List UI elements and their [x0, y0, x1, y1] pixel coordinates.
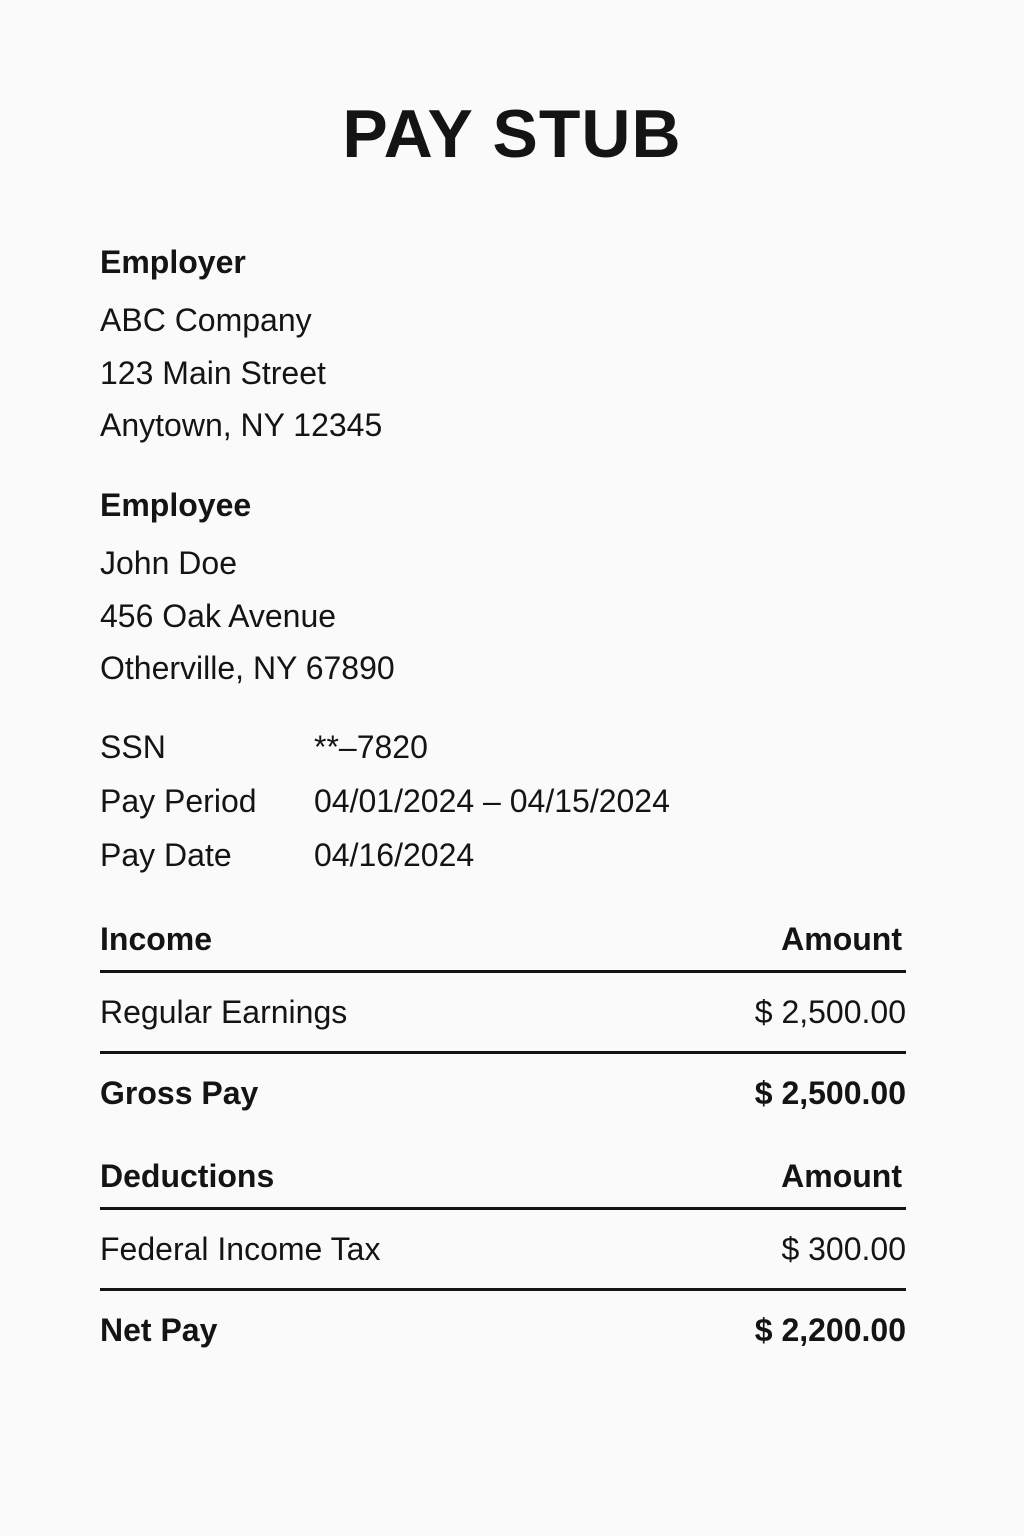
- employer-street: 123 Main Street: [100, 354, 326, 391]
- employer-section: [100, 242, 382, 452]
- net-pay-amount: $ 2,200.00: [754, 1312, 906, 1348]
- employee-name: John Doe: [100, 545, 237, 581]
- table-row: [100, 1210, 906, 1291]
- gross-pay-label: Gross Pay: [100, 1075, 259, 1111]
- deductions-table: [100, 1145, 906, 1369]
- gross-pay-row: [100, 1054, 906, 1132]
- pay-period-value: 04/01/2024 – 04/15/2024: [314, 783, 670, 819]
- ssn-label: SSN: [100, 729, 166, 765]
- deductions-header: Deductions: [100, 1158, 275, 1194]
- employer-label: Employer: [100, 244, 246, 280]
- income-table: [100, 908, 906, 1132]
- pay-period-row: [100, 774, 906, 828]
- income-header-row: [100, 908, 906, 973]
- deductions-amount-header: Amount: [781, 1158, 902, 1194]
- page-title: PAY STUB: [342, 96, 682, 172]
- deduction-item-label: Federal Income Tax: [100, 1231, 381, 1267]
- employee-section: [100, 485, 395, 695]
- pay-date-value: 04/16/2024: [314, 837, 475, 873]
- income-item-label: Regular Earnings: [100, 994, 348, 1030]
- employer-city: Anytown, NY 12345: [100, 407, 383, 443]
- ssn-value: **–7820: [314, 729, 428, 765]
- ssn-row: [100, 720, 906, 774]
- net-pay-row: [100, 1291, 906, 1369]
- pay-date-row: [100, 828, 906, 882]
- employee-street: 456 Oak Avenue: [100, 597, 337, 634]
- income-header: Income: [100, 921, 213, 957]
- employee-label: Employee: [100, 487, 252, 523]
- pay-details: [100, 720, 906, 882]
- employer-name: ABC Company: [100, 302, 312, 338]
- pay-date-label: Pay Date: [100, 837, 232, 873]
- deductions-header-row: [100, 1145, 906, 1210]
- table-row: [100, 973, 906, 1054]
- deduction-item-amount: $ 300.00: [781, 1231, 906, 1267]
- gross-pay-amount: $ 2,500.00: [754, 1075, 906, 1111]
- income-item-amount: $ 2,500.00: [754, 994, 906, 1030]
- net-pay-label: Net Pay: [100, 1312, 218, 1348]
- pay-period-label: Pay Period: [100, 783, 257, 819]
- income-amount-header: Amount: [781, 921, 902, 957]
- employee-city: Otherville, NY 67890: [100, 650, 395, 686]
